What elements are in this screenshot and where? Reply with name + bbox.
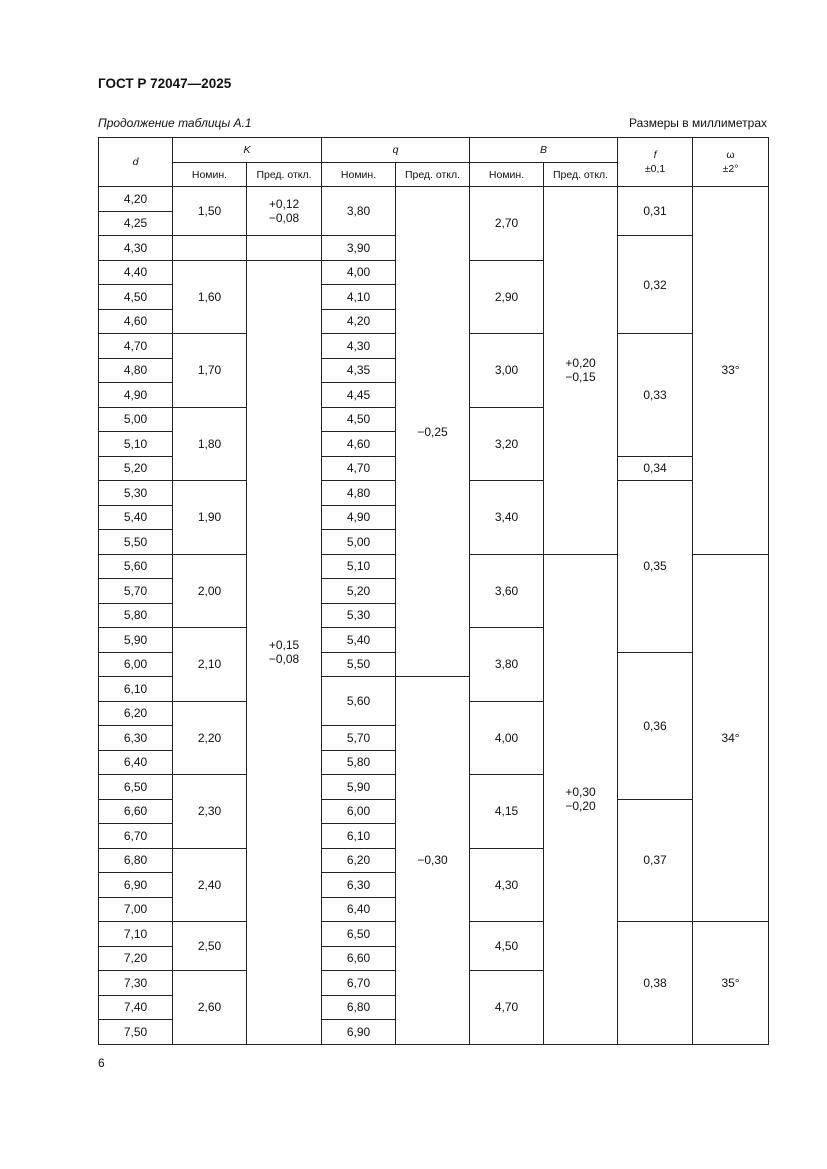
cell-q: 4,80 <box>322 481 396 506</box>
cell-q: 4,45 <box>322 383 396 408</box>
cell-q: 4,60 <box>322 432 396 457</box>
cell-k: 2,20 <box>173 701 247 775</box>
cell-b: 3,40 <box>470 481 544 555</box>
cell-d: 4,40 <box>99 260 173 285</box>
cell-d: 7,20 <box>99 946 173 971</box>
cell-b-deviation: +0,20 −0,15 <box>544 187 618 555</box>
cell-f: 0,35 <box>618 481 693 653</box>
cell-b: 4,50 <box>470 922 544 971</box>
cell-k: 2,00 <box>173 554 247 628</box>
cell-q: 6,90 <box>322 1020 396 1045</box>
cell-d: 5,10 <box>99 432 173 457</box>
cell-q: 5,40 <box>322 628 396 653</box>
cell-k: 2,40 <box>173 848 247 922</box>
cell-q: 6,80 <box>322 995 396 1020</box>
cell-q: 5,60 <box>322 677 396 726</box>
cell-b: 4,30 <box>470 848 544 922</box>
cell-q: 5,70 <box>322 726 396 751</box>
cell-q: 6,60 <box>322 946 396 971</box>
header-b: B <box>470 138 618 163</box>
cell-d: 5,40 <box>99 505 173 530</box>
cell-d: 7,10 <box>99 922 173 947</box>
cell-k: 2,30 <box>173 775 247 849</box>
cell-d: 6,40 <box>99 750 173 775</box>
cell-k: 1,80 <box>173 407 247 481</box>
cell-d: 5,80 <box>99 603 173 628</box>
cell-k: 2,60 <box>173 971 247 1045</box>
cell-q: 4,90 <box>322 505 396 530</box>
cell-d: 6,20 <box>99 701 173 726</box>
cell-d: 7,40 <box>99 995 173 1020</box>
header-b-nominal: Номин. <box>470 163 544 187</box>
cell-omega: 33° <box>693 187 769 555</box>
cell-d: 4,25 <box>99 211 173 236</box>
cell-q: 6,50 <box>322 922 396 947</box>
cell-k: 1,50 <box>173 187 247 236</box>
cell-q-deviation: −0,30 <box>396 677 470 1045</box>
cell-q: 5,80 <box>322 750 396 775</box>
cell-q: 3,90 <box>322 236 396 261</box>
cell-d: 5,50 <box>99 530 173 555</box>
cell-q: 3,80 <box>322 187 396 236</box>
header-omega-tolerance: ±2° <box>722 163 739 175</box>
cell-d: 5,70 <box>99 579 173 604</box>
cell-d: 6,10 <box>99 677 173 702</box>
table-caption: Продолжение таблицы А.1 <box>98 116 252 130</box>
cell-q-deviation: −0,25 <box>396 187 470 677</box>
cell-q: 4,30 <box>322 334 396 359</box>
cell-d: 4,70 <box>99 334 173 359</box>
cell-d: 6,90 <box>99 873 173 898</box>
cell-d: 4,90 <box>99 383 173 408</box>
cell-d: 6,80 <box>99 848 173 873</box>
cell-k-deviation: +0,12 −0,08 <box>247 187 322 236</box>
cell-d: 6,60 <box>99 799 173 824</box>
cell-k: 1,60 <box>173 260 247 334</box>
cell-omega: 34° <box>693 554 769 922</box>
cell-q: 4,50 <box>322 407 396 432</box>
cell-b: 2,70 <box>470 187 544 261</box>
cell-d: 4,30 <box>99 236 173 261</box>
cell-q: 5,20 <box>322 579 396 604</box>
cell-q: 6,70 <box>322 971 396 996</box>
header-omega <box>693 138 769 187</box>
cell-q: 6,40 <box>322 897 396 922</box>
cell-d: 6,30 <box>99 726 173 751</box>
cell-omega: 35° <box>693 922 769 1045</box>
cell-b: 3,60 <box>470 554 544 628</box>
cell-q: 4,70 <box>322 456 396 481</box>
cell-q: 6,10 <box>322 824 396 849</box>
cell-d: 4,20 <box>99 187 173 212</box>
cell-k: 1,70 <box>173 334 247 408</box>
cell-k-deviation <box>247 236 322 261</box>
cell-d: 6,50 <box>99 775 173 800</box>
cell-q: 5,10 <box>322 554 396 579</box>
cell-d: 6,00 <box>99 652 173 677</box>
cell-f: 0,31 <box>618 187 693 236</box>
header-b-deviation: Пред. откл. <box>544 163 618 187</box>
cell-q: 4,35 <box>322 358 396 383</box>
document-code: ГОСТ Р 72047—2025 <box>98 76 232 91</box>
cell-f: 0,32 <box>618 236 693 334</box>
cell-f: 0,38 <box>618 922 693 1045</box>
header-k-nominal: Номин. <box>173 163 247 187</box>
cell-q: 5,00 <box>322 530 396 555</box>
cell-b: 3,20 <box>470 407 544 481</box>
header-omega-label: ω <box>726 149 735 161</box>
cell-d: 4,50 <box>99 285 173 310</box>
cell-k: 2,50 <box>173 922 247 971</box>
cell-k <box>173 236 247 261</box>
header-f-label: f <box>653 149 657 161</box>
cell-d: 5,90 <box>99 628 173 653</box>
cell-d: 7,00 <box>99 897 173 922</box>
cell-q: 5,90 <box>322 775 396 800</box>
cell-f: 0,36 <box>618 652 693 799</box>
cell-q: 6,00 <box>322 799 396 824</box>
cell-q: 6,20 <box>322 848 396 873</box>
cell-b: 2,90 <box>470 260 544 334</box>
cell-b: 4,70 <box>470 971 544 1045</box>
cell-b: 4,00 <box>470 701 544 775</box>
header-d: d <box>99 138 173 187</box>
header-k: K <box>173 138 322 163</box>
header-q: q <box>322 138 470 163</box>
header-f-tolerance: ±0,1 <box>644 163 666 175</box>
table-row <box>99 187 769 212</box>
cell-q: 4,00 <box>322 260 396 285</box>
cell-f: 0,34 <box>618 456 693 481</box>
cell-d: 4,80 <box>99 358 173 383</box>
header-q-nominal: Номин. <box>322 163 396 187</box>
dimensions-table <box>98 137 769 1045</box>
cell-b: 3,80 <box>470 628 544 702</box>
cell-b: 3,00 <box>470 334 544 408</box>
cell-q: 5,30 <box>322 603 396 628</box>
cell-d: 5,30 <box>99 481 173 506</box>
cell-d: 7,30 <box>99 971 173 996</box>
cell-q: 4,10 <box>322 285 396 310</box>
cell-q: 4,20 <box>322 309 396 334</box>
cell-d: 5,00 <box>99 407 173 432</box>
cell-d: 5,20 <box>99 456 173 481</box>
cell-k-deviation: +0,15 −0,08 <box>247 260 322 1044</box>
cell-q: 5,50 <box>322 652 396 677</box>
header-q-deviation: Пред. откл. <box>396 163 470 187</box>
units-note: Размеры в миллиметрах <box>629 116 767 130</box>
cell-f: 0,33 <box>618 334 693 457</box>
header-f <box>618 138 693 187</box>
cell-k: 2,10 <box>173 628 247 702</box>
cell-f: 0,37 <box>618 799 693 922</box>
cell-d: 6,70 <box>99 824 173 849</box>
page-number: 6 <box>98 1056 105 1070</box>
cell-d: 5,60 <box>99 554 173 579</box>
cell-q: 6,30 <box>322 873 396 898</box>
cell-b: 4,15 <box>470 775 544 849</box>
cell-d: 7,50 <box>99 1020 173 1045</box>
cell-d: 4,60 <box>99 309 173 334</box>
cell-k: 1,90 <box>173 481 247 555</box>
header-k-deviation: Пред. откл. <box>247 163 322 187</box>
cell-b-deviation: +0,30 −0,20 <box>544 554 618 1044</box>
